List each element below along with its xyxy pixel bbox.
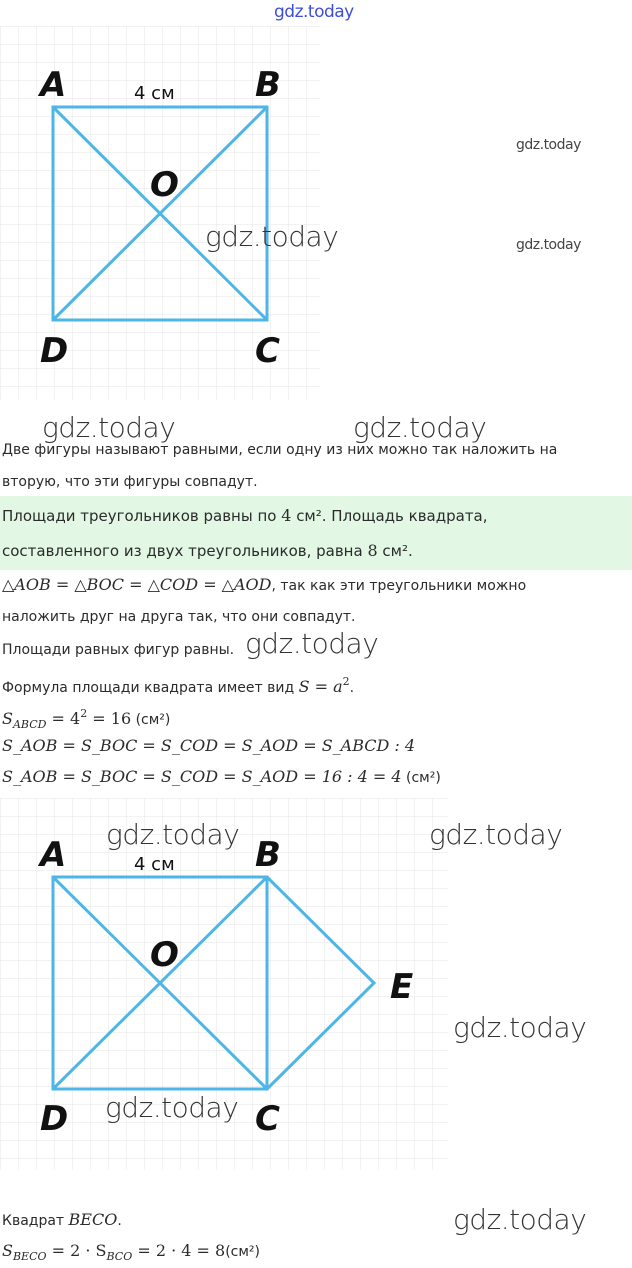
formula: S_AOB = S_BOC = S_COD = S_AOD = S_ABCD : 4 bbox=[2, 736, 416, 755]
paragraph-line: вторую, что эти фигуры совпадут. bbox=[2, 474, 258, 490]
subscript: BCO bbox=[106, 1250, 133, 1263]
highlight-line bbox=[2, 542, 413, 560]
label-o: O bbox=[150, 935, 179, 975]
label-d: D bbox=[40, 331, 69, 371]
formula-line bbox=[2, 737, 415, 756]
unit: (см²) bbox=[131, 712, 171, 728]
watermark[interactable]: gdz.today bbox=[353, 411, 487, 444]
label-d: D bbox=[40, 1099, 69, 1139]
text-span: Формула площади квадрата имеет вид bbox=[2, 680, 299, 696]
unit: (см²) bbox=[401, 770, 441, 786]
formula-line bbox=[2, 673, 354, 697]
watermark[interactable]: gdz.today bbox=[516, 237, 581, 253]
formula: S = a bbox=[298, 677, 343, 696]
watermark[interactable]: gdz.today bbox=[429, 818, 563, 851]
label-a: A bbox=[40, 65, 67, 105]
watermark[interactable]: gdz.today bbox=[105, 1091, 239, 1124]
formula: BECO bbox=[68, 1210, 118, 1229]
formula: S_AOB = S_BOC = S_COD = S_AOD = 16 : 4 = 4 bbox=[2, 767, 402, 786]
label-o: O bbox=[150, 165, 179, 205]
side-label: 4 см bbox=[134, 854, 175, 875]
text-span: Квадрат bbox=[2, 1213, 69, 1229]
formula: = 16 bbox=[87, 709, 132, 728]
formula-line bbox=[2, 1242, 260, 1266]
formula-line bbox=[2, 705, 170, 734]
formula: S bbox=[2, 709, 13, 728]
text-span: см². bbox=[377, 542, 413, 560]
text-span: Площади треугольников равны по bbox=[2, 507, 282, 525]
formula: S bbox=[2, 1241, 13, 1260]
label-c: C bbox=[255, 331, 280, 371]
label-b: B bbox=[255, 65, 281, 105]
watermark[interactable]: gdz.today bbox=[245, 627, 379, 660]
number: 4 bbox=[281, 506, 292, 525]
subscript: BECO bbox=[12, 1250, 47, 1263]
watermark[interactable]: gdz.today bbox=[516, 137, 581, 153]
subscript: ABCD bbox=[12, 718, 47, 731]
formula: = 2 · S bbox=[46, 1241, 107, 1260]
text-span: , так как эти треугольники можно bbox=[271, 578, 527, 594]
number: 8 bbox=[367, 541, 378, 560]
highlight-line bbox=[2, 507, 488, 525]
paragraph-line: Площади равных фигур равны. bbox=[2, 642, 235, 658]
label-c: C bbox=[255, 1099, 280, 1139]
watermark[interactable]: gdz.today bbox=[106, 818, 240, 851]
label-b: B bbox=[255, 835, 281, 875]
text-span: см². Площадь квадрата, bbox=[291, 507, 488, 525]
paragraph-line: Две фигуры называют равными, если одну из них можно так наложить на bbox=[2, 442, 558, 458]
paragraph-line: наложить друг на друга так, что они совпадут. bbox=[2, 609, 356, 625]
label-a: A bbox=[40, 835, 67, 875]
label-e: E bbox=[390, 967, 414, 1007]
watermark[interactable]: gdz.today bbox=[453, 1203, 587, 1236]
watermark[interactable]: gdz.today bbox=[205, 220, 339, 253]
side-label: 4 см bbox=[134, 83, 175, 104]
square-beco-line bbox=[2, 1211, 122, 1230]
watermark[interactable]: gdz.today bbox=[453, 1011, 587, 1044]
unit: (см²) bbox=[225, 1244, 260, 1260]
formula: = 2 · 4 = 8 bbox=[132, 1241, 226, 1260]
text-span: составленного из двух треугольников, равна bbox=[2, 542, 368, 560]
exponent: 2 bbox=[80, 707, 88, 720]
text-span: . bbox=[349, 680, 355, 696]
formula: = 4 bbox=[46, 709, 81, 728]
formula-line bbox=[2, 768, 441, 787]
watermark[interactable]: gdz.today bbox=[42, 411, 176, 444]
exponent: 2 bbox=[342, 675, 350, 688]
equation-line bbox=[2, 576, 526, 595]
text-span: . bbox=[117, 1213, 122, 1229]
figure-square-abcd bbox=[0, 26, 322, 402]
triangles-equality: △AOB = △BOC = △COD = △AOD bbox=[2, 575, 272, 594]
watermark-top[interactable]: gdz.today bbox=[274, 2, 354, 22]
